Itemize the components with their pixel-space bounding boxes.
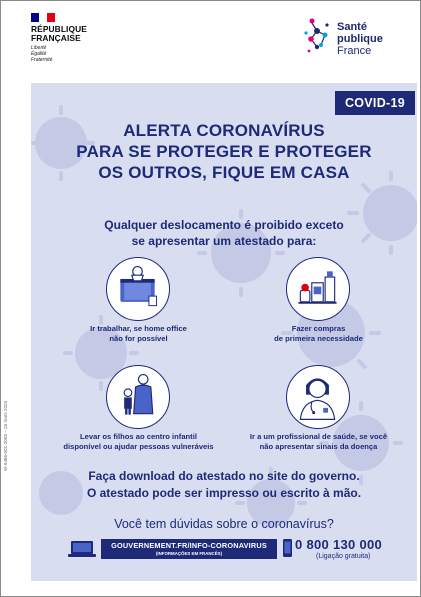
poster-panel: [31, 83, 417, 581]
title-line-2: PARA SE PROTEGER E PROTEGER: [76, 142, 372, 161]
document-reference-code: W-0486-001-2003 – 25 mars 2020: [3, 400, 8, 471]
intro-line-2: se apresentar um atestado para:: [131, 234, 317, 248]
rf-motto: Liberté Égalité Fraternité: [31, 45, 53, 63]
download-line-1: Faça download do atestado no site do governo.: [88, 469, 360, 483]
title-line-1: ALERTA CORONAVÍRUS: [123, 121, 325, 140]
title-line-3: OS OUTROS, FIQUE EM CASA: [98, 163, 350, 182]
reason-caption-family: Levar os filhos ao centro infantil disponível ou ajudar pessoas vulneráveis: [63, 432, 214, 451]
website-note: (INFORMAÇÕES EM FRANCÊS): [155, 551, 223, 556]
intro-line-1: Qualquer deslocamento é proibido exceto: [104, 218, 344, 232]
spf-wordmark: Santé publique France: [337, 21, 383, 57]
info-website-link[interactable]: [101, 539, 277, 559]
laptop-icon: [67, 539, 97, 559]
family-icon: [106, 365, 170, 429]
download-line-2: O atestado pode ser impresso ou escrito à mão.: [86, 486, 362, 500]
covid-badge: COVID-19: [335, 91, 415, 115]
reason-caption-doctor: Ir a um profissional de saúde, se você não apresentar sinais da doença: [249, 432, 388, 451]
question-text: Você tem dúvidas sobre o coronavírus?: [114, 517, 334, 531]
website-url: GOUVERNEMENT.FR/INFO-CORONAVIRUS: [111, 541, 267, 550]
reason-caption-shopping: Fazer compras de primeira necessidade: [274, 324, 363, 343]
rf-name: RÉPUBLIQUE FRANÇAISE: [31, 24, 87, 43]
molecule-logo-icon: [303, 15, 335, 57]
work-icon: [106, 257, 170, 321]
reason-caption-work: Ir trabalhar, se home office não for possível: [90, 324, 187, 343]
shopping-icon: [286, 257, 350, 321]
doctor-icon: [286, 365, 350, 429]
phone-icon: [282, 538, 293, 558]
french-flag-icon: [31, 13, 55, 22]
phone-note: (Ligação gratuita): [316, 553, 371, 560]
phone-number[interactable]: 0 800 130 000: [295, 537, 383, 552]
sante-publique-france-logo: [303, 15, 403, 61]
